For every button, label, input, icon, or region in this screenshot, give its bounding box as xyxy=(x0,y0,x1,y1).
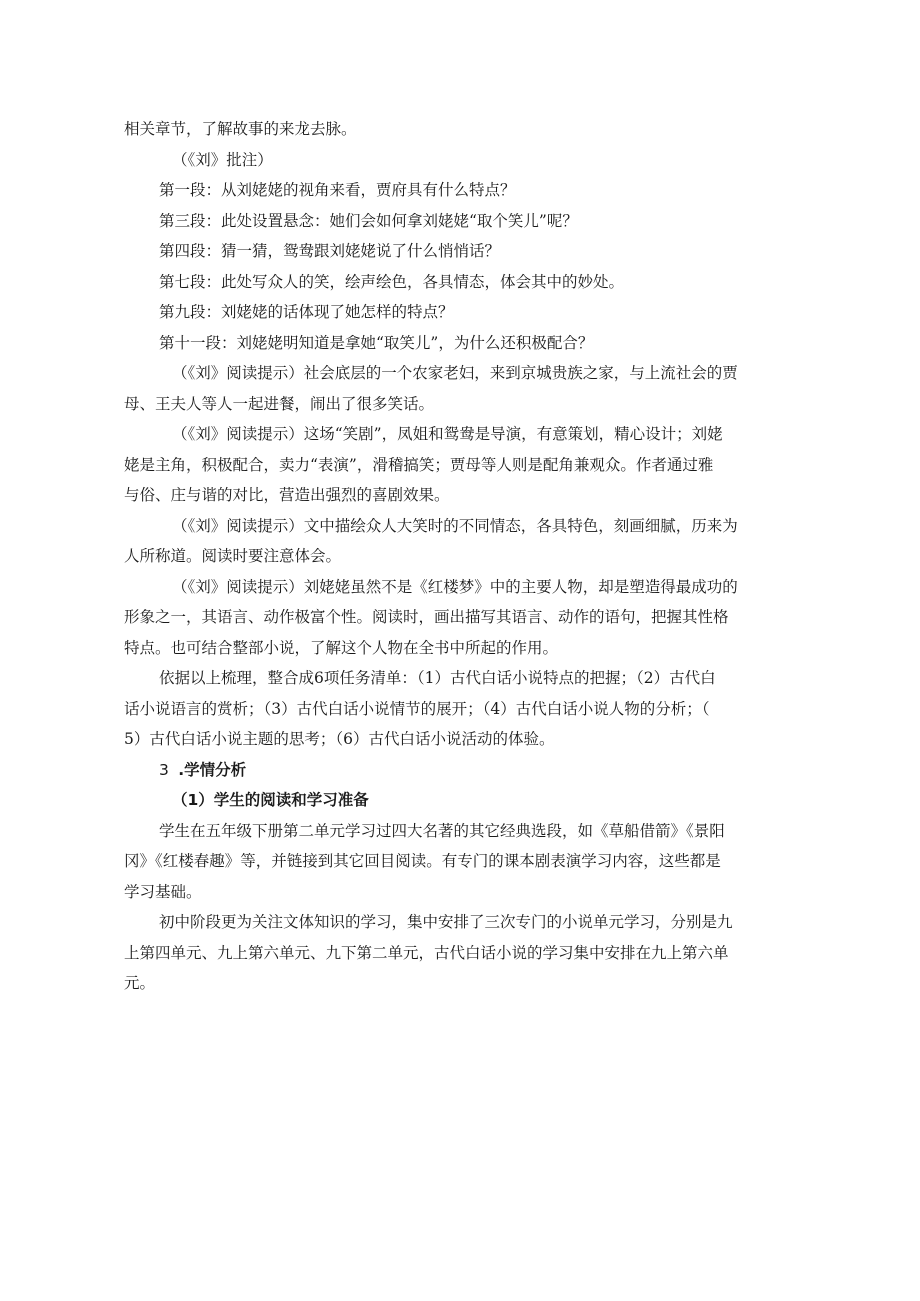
text-line: （《刘》阅读提示）文中描绘众人大笑时的不同情态，各具特色，刻画细腻，历来为 xyxy=(172,516,738,535)
text-line: 学生在五年级下册第二单元学习过四大名著的其它经典选段，如《草船借箭》《景阳 xyxy=(159,821,725,840)
text-line: （《刘》阅读提示）社会底层的一个农家老妇，来到京城贵族之家，与上流社会的贾 xyxy=(172,364,738,382)
text-line: 话小说语言的赏析；（3）古代白话小说情节的展开；（4）古代白话小说人物的分析；（ xyxy=(124,699,710,718)
text-line: 冈》《红楼春趣》等，并链接到其它回目阅读。有专门的课本剧表演学习内容，这些都是 xyxy=(124,852,721,870)
text-line: 初中阶段更为关注文体知识的学习，集中安排了三次专门的小说单元学习，分别是九 xyxy=(159,913,733,931)
text-line: （《刘》阅读提示）刘姥姥虽然不是《红楼梦》中的主要人物，却是塑造得最成功的 xyxy=(172,577,738,596)
text-line: 学习基础。 xyxy=(124,882,202,901)
text-line: 形象之一，其语言、动作极富个性。阅读时，画出描写其语言、动作的语句，把握其性格 xyxy=(124,608,729,626)
text-line: 第十一段：刘姥姥明知道是拿她“取笑儿”，为什么还积极配合？ xyxy=(159,333,594,352)
text-line: 第四段：猜一猜，鸳鸯跟刘姥姥说了什么悄悄话？ xyxy=(159,242,501,260)
subsection-heading: （1）学生的阅读和学习准备 xyxy=(172,791,369,809)
section-title: .学情分析 xyxy=(178,760,247,779)
text-line: 第一段：从刘姥姥的视角来看，贾府具有什么特点？ xyxy=(159,181,516,199)
section-number: 3 xyxy=(159,760,169,779)
text-line: 与俗、庄与谐的对比，营造出强烈的喜剧效果。 xyxy=(124,486,450,504)
text-line: 元。 xyxy=(124,974,156,992)
text-line: （《刘》阅读提示）这场“笑剧”，凤姐和鸳鸯是导演，有意策划，精心设计；刘姥 xyxy=(172,425,723,443)
text-line: 特点。也可结合整部小说，了解这个人物在全书中所起的作用。 xyxy=(124,638,559,657)
text-line: 相关章节，了解故事的来龙去脉。 xyxy=(124,120,357,138)
text-line: 5）古代白话小说主题的思考；（6）古代白话小说活动的体验。 xyxy=(124,730,555,748)
text-line: 人所称道。阅读时要注意体会。 xyxy=(124,547,342,565)
section-heading xyxy=(124,755,796,786)
text-line: 母、王夫人等人一起进餐，闹出了很多笑话。 xyxy=(124,394,435,413)
text-line: 第九段：刘姥姥的话体现了她怎样的特点？ xyxy=(159,303,454,321)
text-line: 第三段：此处设置悬念：她们会如何拿刘姥姥“取个笑儿”呢？ xyxy=(159,211,578,230)
text-line: 第七段：此处写众人的笑，绘声绘色，各具情态，体会其中的妙处。 xyxy=(159,272,625,291)
text-line: （《刘》批注） xyxy=(172,150,273,169)
document-body xyxy=(124,114,796,999)
text-line: 上第四单元、九上第六单元、九下第二单元，古代白话小说的学习集中安排在九上第六单 xyxy=(124,943,729,962)
text-line: 姥是主角，积极配合，卖力“表演”，滑稽搞笑；贾母等人则是配角兼观众。作者通过雅 xyxy=(124,455,714,474)
text-line: 依据以上梳理，整合成6项任务清单：（1）古代白话小说特点的把握；（2）古代白 xyxy=(159,669,716,687)
